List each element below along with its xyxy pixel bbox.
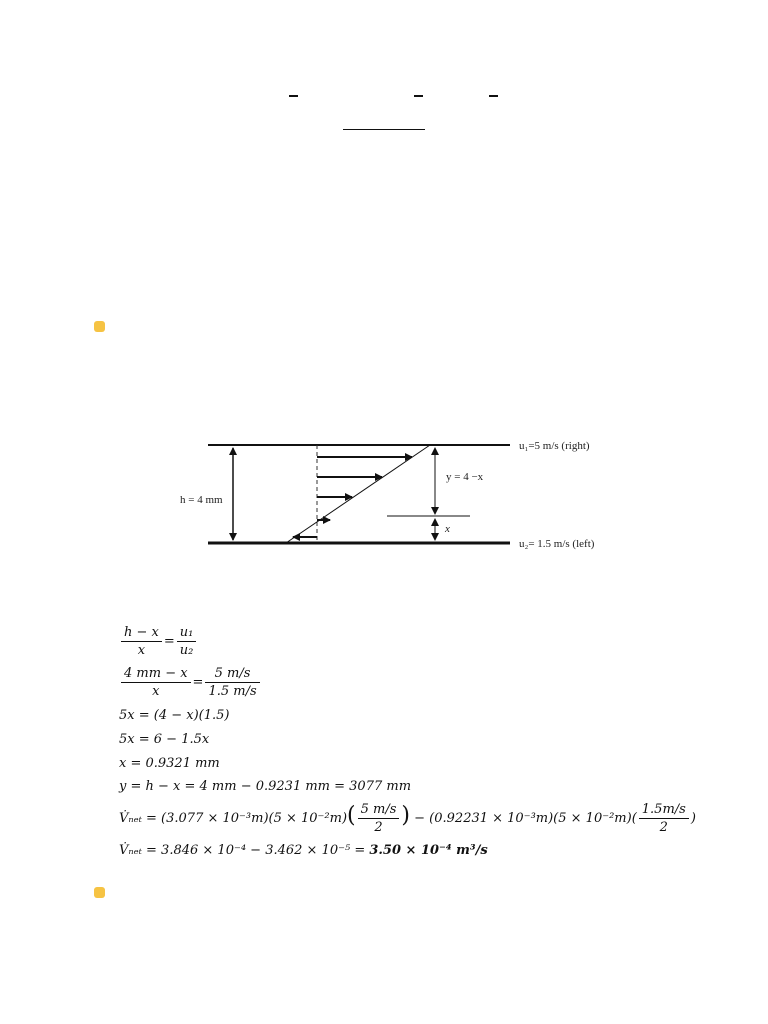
equation-net-flow: V̇ₙₑₜ = (3.077 × 10⁻³m)(5 × 10⁻²m)( $\frac{5 m/s}{2}$ ) − (0.92231 × 10⁻³m)(5 × 10⁻²m)( $\frac{1.5m/s}{2}$ ) bbox=[119, 802, 696, 835]
velocity-profile-line bbox=[286, 445, 430, 543]
equation-expand: 5x = (4 − x)(1.5) bbox=[119, 708, 230, 723]
u2-label: u₂= 1.5 m/s (left) bbox=[519, 538, 595, 550]
equation-y-value: y = h − x = 4 mm − 0.9231 mm = 3077 mm bbox=[119, 779, 412, 794]
equation-ratio-numeric: $\frac{4 mm - x}{x}$ = $\frac{5 m/s}{1.5 m/s}$ bbox=[119, 665, 262, 700]
fraction-lhs: $\frac{h - x}{x}$ bbox=[121, 624, 162, 659]
equation-net-flow-result: V̇ₙₑₜ = 3.846 × 10⁻⁴ − 3.462 × 10⁻⁵ = 3.50 × 10⁻⁴ m³/s bbox=[119, 843, 488, 858]
bullet-marker-2 bbox=[94, 887, 105, 898]
y-label: y = 4 −x bbox=[446, 471, 484, 483]
x-label: x bbox=[445, 523, 450, 535]
h-label: h = 4 mm bbox=[180, 494, 223, 506]
equation-ratio-symbolic: $\frac{h - x}{x}$ = $\frac{\text{u₁}}{\text{u₂}}$ bbox=[119, 624, 198, 659]
equation-x-value: x = 0.9321 mm bbox=[119, 756, 220, 771]
final-answer: 3.50 × 10⁻⁴ m³/s bbox=[369, 843, 488, 858]
fraction-rhs: $\frac{5 m/s}{1.5 m/s}$ bbox=[205, 665, 259, 700]
fraction-velocity-1: $\frac{5 m/s}{2}$ bbox=[358, 801, 400, 836]
fraction-velocity-2: $\frac{1.5m/s}{2}$ bbox=[639, 801, 689, 836]
u1-label: u₁=5 m/s (right) bbox=[519, 440, 590, 452]
equation-simplify: 5x = 6 − 1.5x bbox=[119, 732, 210, 747]
fraction-rhs: $\frac{\text{u₁}}{\text{u₂}}$ bbox=[177, 624, 197, 659]
fraction-lhs: $\frac{4 mm - x}{x}$ bbox=[121, 665, 191, 700]
